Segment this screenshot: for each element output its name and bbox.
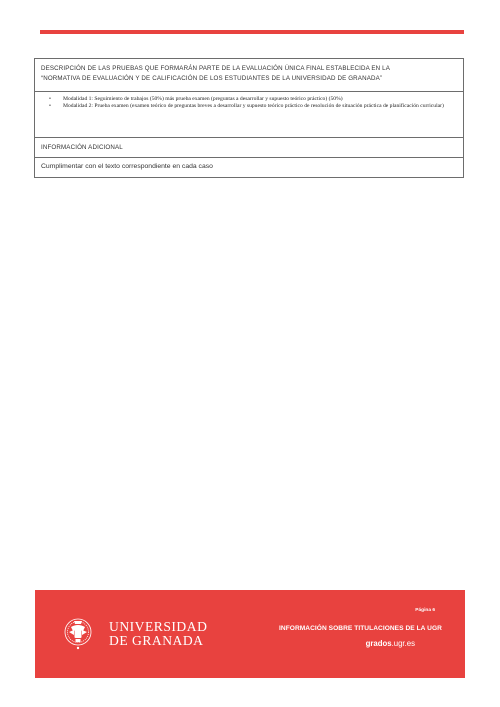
university-name-line-1: UNIVERSIDAD xyxy=(109,619,208,634)
modalities-list xyxy=(41,96,457,110)
header-rule xyxy=(40,30,464,34)
additional-info-heading xyxy=(34,137,464,158)
heading-line-1: DESCRIPCIÓN DE LAS PRUEBAS QUE FORMARÁN PARTE DE LA EVALUACIÓN ÚNICA FINAL ESTABLECIDA EN LA xyxy=(41,65,391,72)
list-item xyxy=(49,96,457,103)
list-item-text: Modalidad 2: Prueba examen (examen teórico de preguntas breves a desarrollar y supuesto teórico práctico de resolución de situación práctica de planificación curricular) xyxy=(63,103,444,109)
university-name-line-2: DE GRANADA xyxy=(109,633,204,648)
bullet-marker: • xyxy=(49,96,51,102)
list-item xyxy=(49,103,457,110)
additional-info-text: Cumplimentar con el texto correspondiente en cada caso xyxy=(41,163,213,170)
additional-info-title: INFORMACIÓN ADICIONAL xyxy=(41,144,123,151)
evaluation-description-heading xyxy=(34,58,464,92)
list-item-text: Modalidad 1: Seguimiento de trabajos (50%) más prueba examen (preguntas a desarrollar y supuesto teórico práctico) (50%) xyxy=(63,96,343,102)
page-number: Página 6 xyxy=(415,608,435,613)
ugr-crest-icon xyxy=(63,612,93,656)
heading-line-2: “NORMATIVA DE EVALUACIÓN Y DE CALIFICACIÓN DE LOS ESTUDIANTES DE LA UNIVERSIDAD DE GRANADA” xyxy=(41,74,383,82)
evaluation-modalities xyxy=(34,91,464,138)
page-footer xyxy=(35,590,465,678)
website-domain: .ugr.es xyxy=(391,639,415,648)
website-link[interactable] xyxy=(366,639,415,648)
degrees-info-title: INFORMACIÓN SOBRE TITULACIONES DE LA UGR xyxy=(279,625,442,632)
additional-info-body xyxy=(34,157,464,178)
website-bold-part: grados xyxy=(365,639,392,648)
bullet-marker: • xyxy=(49,103,51,109)
university-name xyxy=(109,620,207,648)
